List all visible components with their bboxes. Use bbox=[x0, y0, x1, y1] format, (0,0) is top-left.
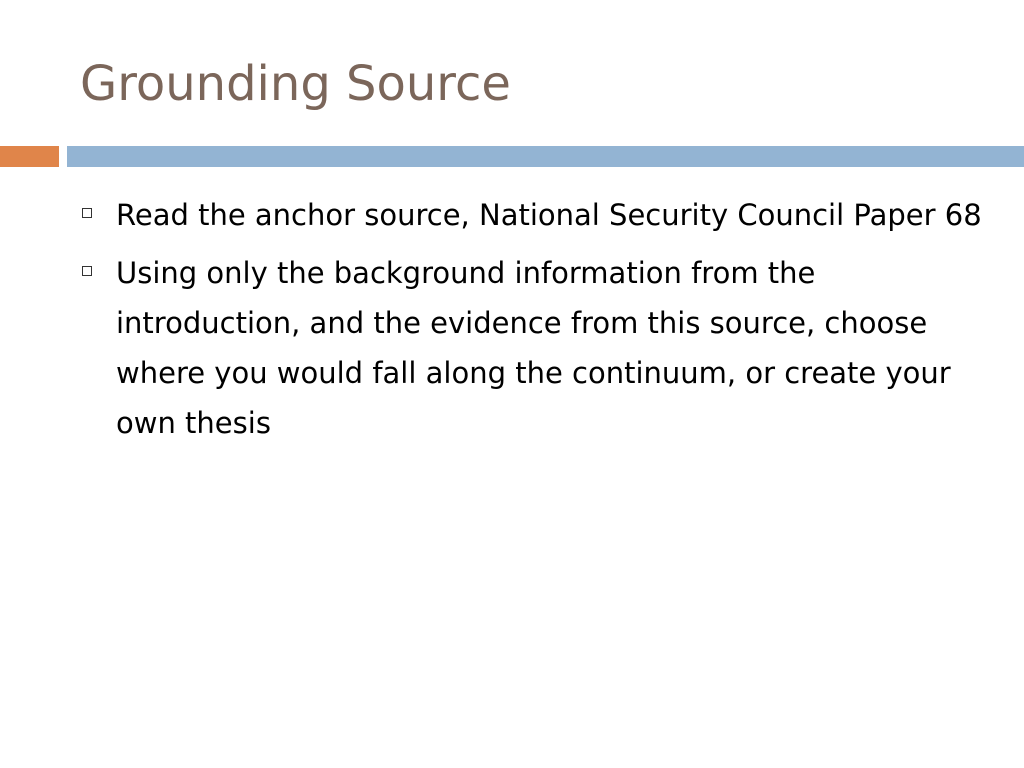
bullet-text: Using only the background information from the introduction, and the evidence from this source, choose where you would fall along the continuum, or create your own thesis bbox=[116, 256, 951, 440]
accent-bar-blue bbox=[67, 146, 1024, 167]
bullet-list bbox=[82, 190, 982, 456]
hollow-square-icon bbox=[82, 208, 92, 218]
slide-title: Grounding Source bbox=[80, 56, 511, 112]
accent-bar-orange bbox=[0, 146, 59, 167]
bullet-text: Read the anchor source, National Security Council Paper 68 bbox=[116, 198, 982, 232]
hollow-square-icon bbox=[82, 266, 92, 276]
bullet-item bbox=[82, 190, 982, 240]
bullet-item bbox=[82, 248, 982, 448]
